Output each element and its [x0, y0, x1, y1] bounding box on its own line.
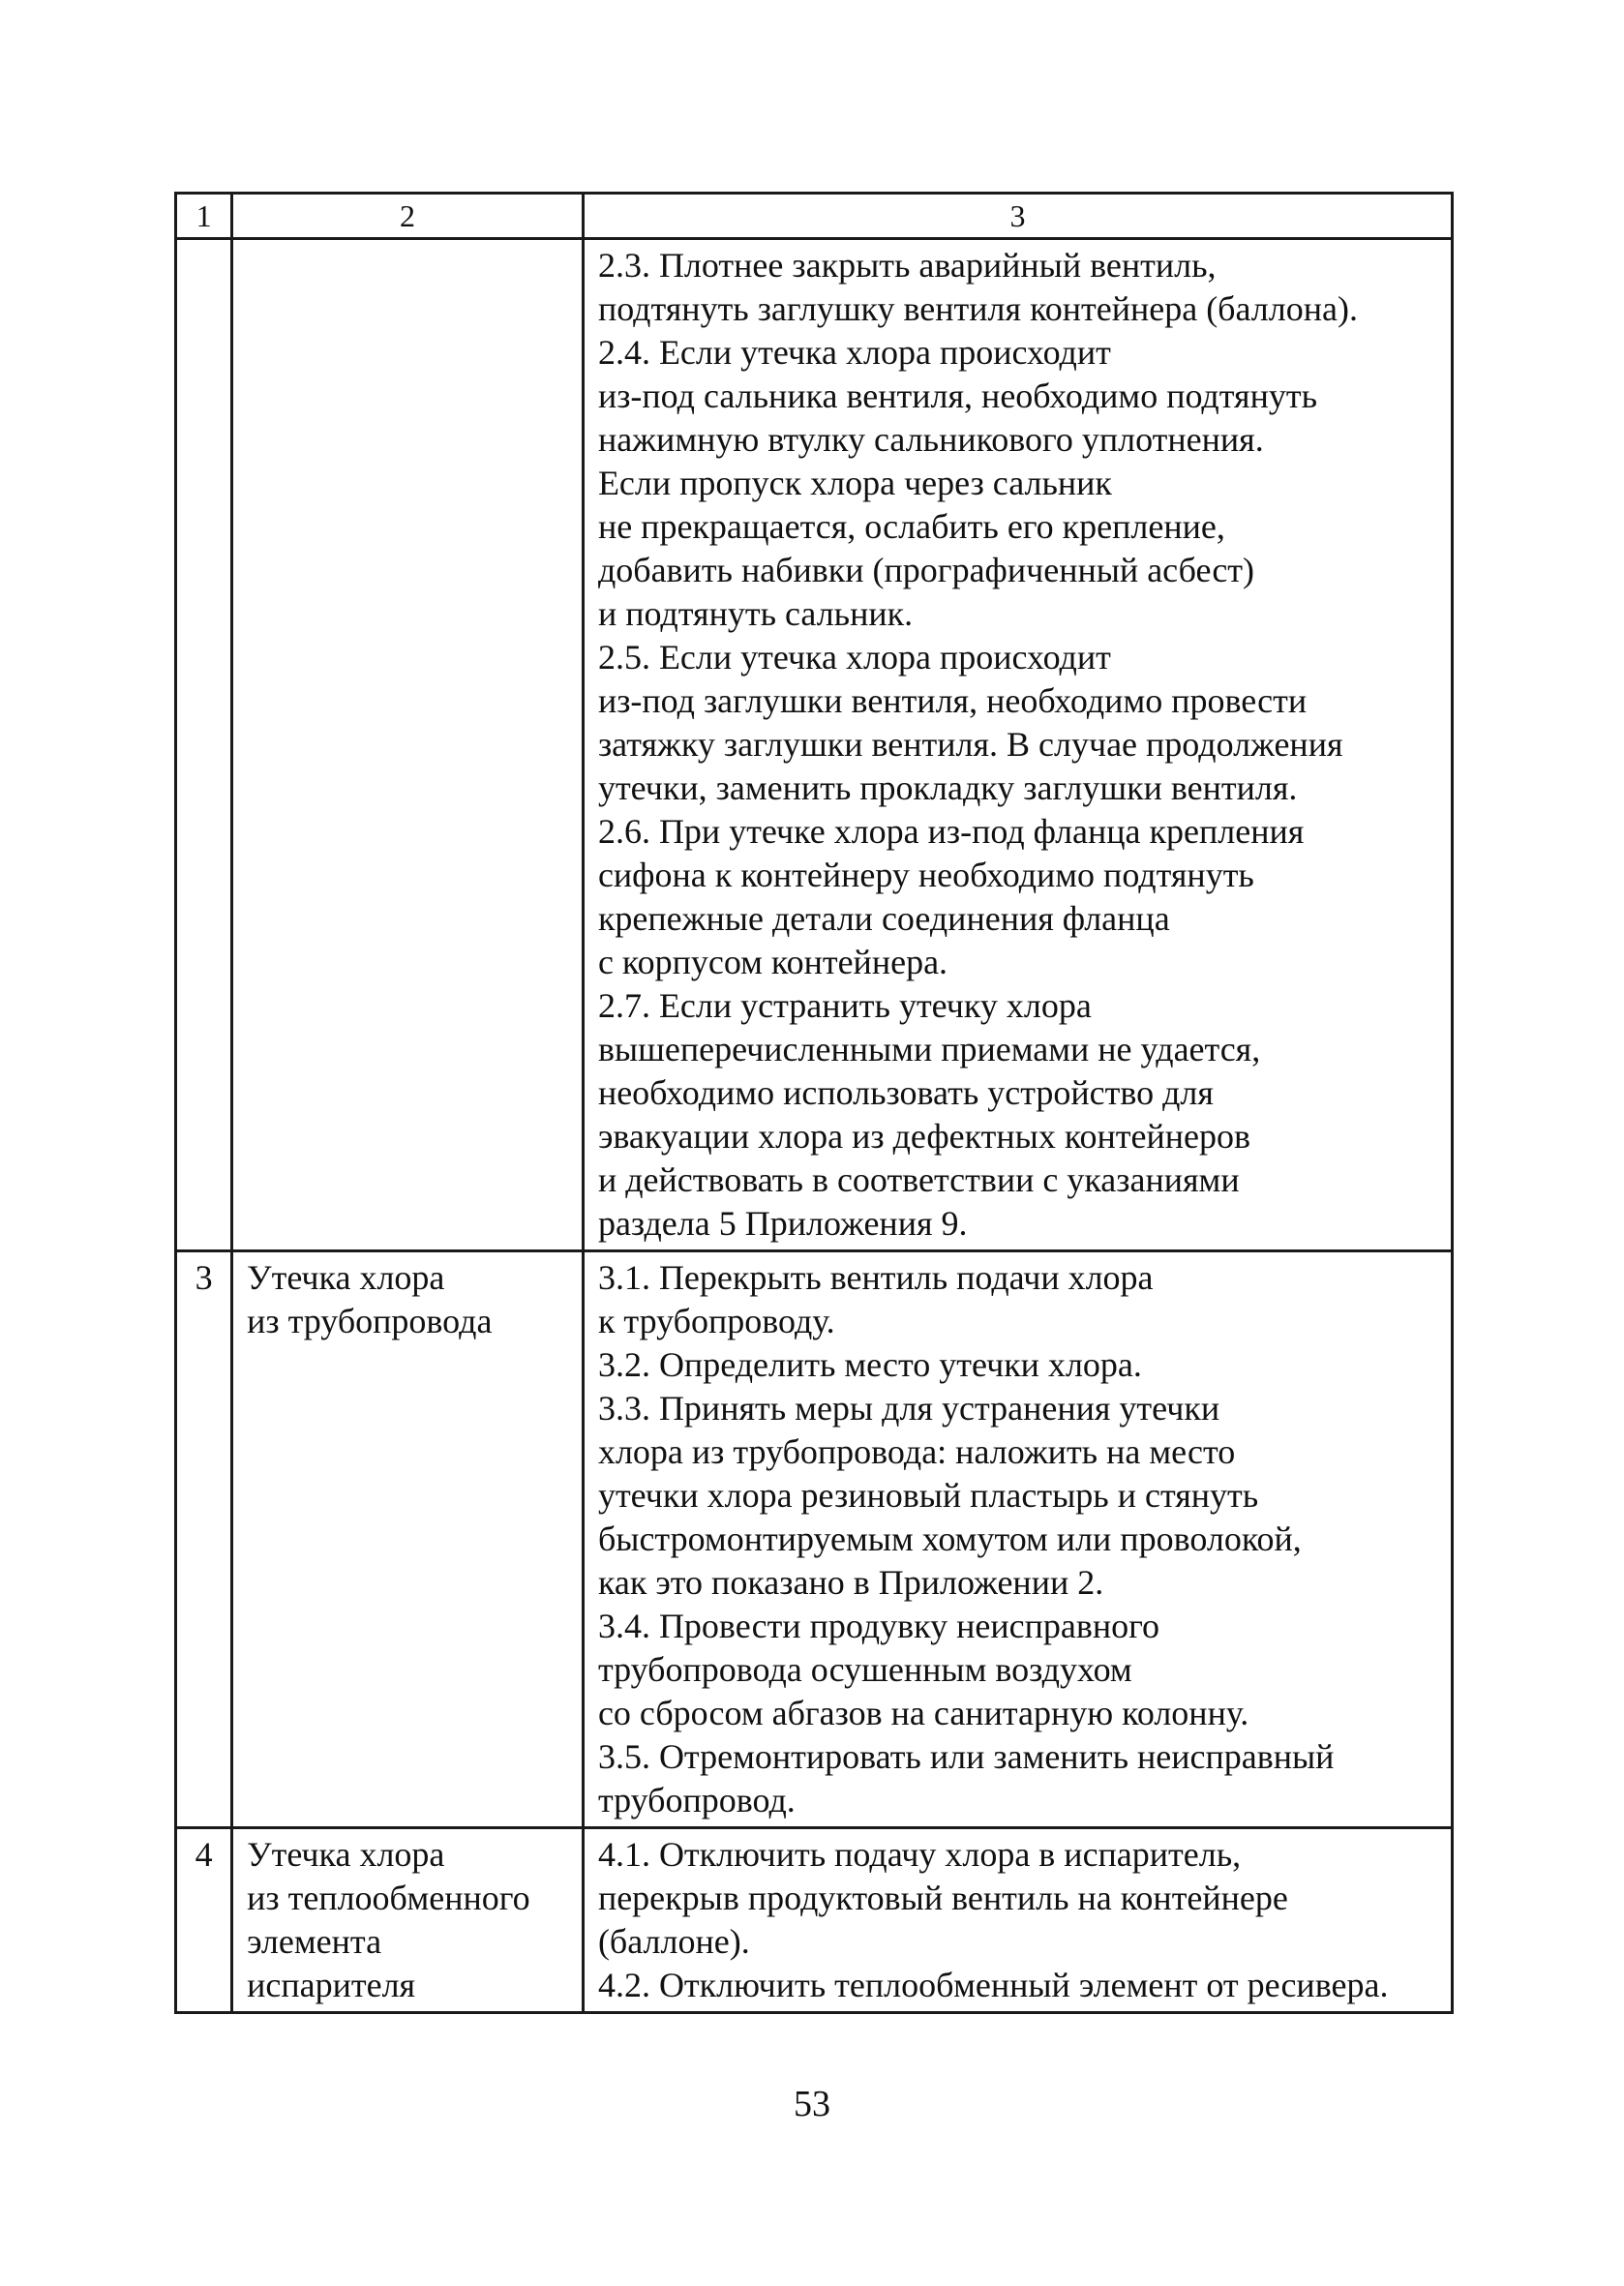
situation-line: Утечка хлора	[247, 1835, 445, 1874]
procedure-table	[174, 192, 1454, 2014]
row-situation	[232, 1251, 584, 1828]
situation-line: из трубопровода	[247, 1302, 493, 1340]
row-number: 3	[176, 1251, 232, 1828]
table-row	[176, 239, 1453, 1251]
action-line: из-под сальника вентиля, необходимо подтянуть	[597, 376, 1317, 415]
action-line: перекрыв продуктовый вентиль на контейнере	[597, 1879, 1288, 1917]
situation-line: из теплообменного	[247, 1879, 530, 1917]
action-line: из-под заглушки вентиля, необходимо провести	[597, 681, 1308, 720]
action-line: как это показано в Приложении 2.	[597, 1563, 1104, 1602]
action-line: трубопровод.	[597, 1781, 796, 1820]
header-cell-3: 3	[583, 194, 1452, 239]
page-number: 53	[794, 2084, 830, 2124]
row-actions	[583, 239, 1452, 1251]
situation-line: Утечка хлора	[247, 1258, 445, 1297]
action-line: раздела 5 Приложения 9.	[597, 1204, 968, 1243]
action-line: 3.2. Определить место утечки хлора.	[597, 1345, 1142, 1384]
action-line: и подтянуть сальник.	[597, 594, 914, 633]
header-cell-1: 1	[176, 194, 232, 239]
action-line: Если пропуск хлора через сальник	[597, 464, 1112, 502]
action-line: со сбросом абгазов на санитарную колонну.	[597, 1694, 1249, 1732]
action-line: быстромонтируемым хомутом или проволокой,	[597, 1519, 1302, 1558]
action-line: и действовать в соответствии с указаниями	[597, 1160, 1240, 1199]
action-line: эвакуации хлора из дефектных контейнеров	[597, 1117, 1250, 1156]
row-number: 4	[176, 1828, 232, 2013]
action-line: сифона к контейнеру необходимо подтянуть	[597, 856, 1254, 894]
row-situation	[232, 239, 584, 1251]
action-line: крепежные детали соединения фланца	[597, 899, 1170, 938]
action-line: 2.6. При утечке хлора из-под фланца крепления	[597, 812, 1305, 851]
action-line: 3.4. Провести продувку неисправного	[597, 1607, 1159, 1645]
action-line: 3.1. Перекрыть вентиль подачи хлора	[597, 1258, 1154, 1297]
action-line: к трубопроводу.	[597, 1302, 835, 1340]
action-line: утечки хлора резиновый пластырь и стянуть	[597, 1476, 1259, 1515]
action-line: затяжку заглушки вентиля. В случае продолжения	[597, 725, 1343, 764]
action-line: добавить набивки (прографиченный асбест)	[597, 551, 1255, 589]
action-line: трубопровода осушенным воздухом	[597, 1650, 1132, 1689]
situation-line: испарителя	[247, 1966, 416, 2004]
row-number	[176, 239, 232, 1251]
table-row	[176, 1828, 1453, 2013]
table-row	[176, 1251, 1453, 1828]
action-line: вышеперечисленными приемами не удается,	[597, 1030, 1261, 1068]
action-line: 4.1. Отключить подачу хлора в испаритель,	[597, 1835, 1242, 1874]
action-line: нажимную втулку сальникового уплотнения.	[597, 420, 1264, 459]
header-cell-2: 2	[232, 194, 584, 239]
action-line: хлора из трубопровода: наложить на место	[597, 1432, 1236, 1471]
row-situation	[232, 1828, 584, 2013]
action-line: 2.7. Если устранить утечку хлора	[597, 986, 1092, 1025]
action-line: с корпусом контейнера.	[597, 943, 948, 981]
action-line: 3.3. Принять меры для устранения утечки	[597, 1389, 1220, 1428]
action-line: 2.5. Если утечка хлора происходит	[597, 638, 1111, 677]
action-line: 2.3. Плотнее закрыть аварийный вентиль,	[597, 246, 1217, 285]
action-line: утечки, заменить прокладку заглушки вентиля.	[597, 768, 1298, 807]
action-line: 4.2. Отключить теплообменный элемент от ресивера.	[597, 1966, 1389, 2004]
action-line: не прекращается, ослабить его крепление,	[597, 507, 1225, 546]
row-actions	[583, 1828, 1452, 2013]
action-line: 3.5. Отремонтировать или заменить неисправный	[597, 1737, 1335, 1776]
row-actions	[583, 1251, 1452, 1828]
table-header-row	[176, 194, 1453, 239]
action-line: подтянуть заглушку вентиля контейнера (баллона).	[597, 289, 1358, 328]
situation-line: элемента	[247, 1922, 382, 1961]
action-line: 2.4. Если утечка хлора происходит	[597, 333, 1111, 372]
action-line: необходимо использовать устройство для	[597, 1073, 1214, 1112]
action-line: (баллоне).	[597, 1922, 750, 1961]
